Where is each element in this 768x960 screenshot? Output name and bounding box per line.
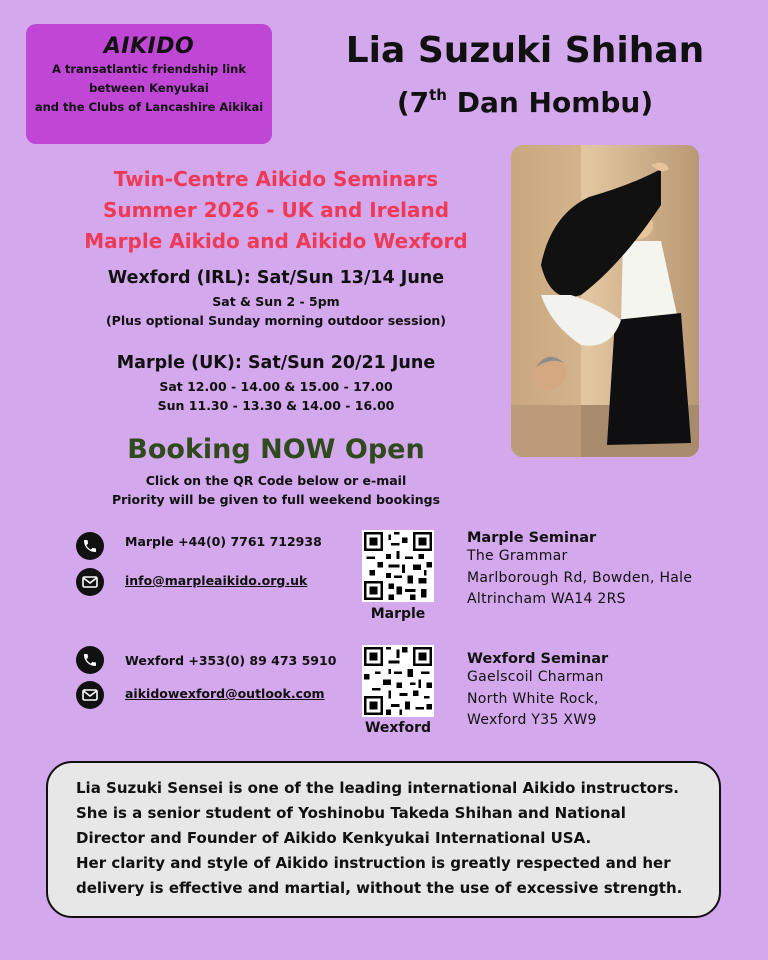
bio-line-5: delivery is effective and martial, without the use of excessive strength. (76, 879, 683, 897)
wexford-venue (467, 651, 608, 732)
marple-phone[interactable]: Marple +44(0) 7761 712938 (125, 534, 322, 549)
bio-line-4: Her clarity and style of Aikido instruction is greatly respected and her (76, 854, 671, 872)
marple-schedule-sun: Sun 11.30 - 13.30 & 14.00 - 16.00 (157, 398, 395, 413)
page-subtitle (290, 86, 760, 119)
subtitle-open: (7 (396, 86, 430, 119)
bio-line-3: Director and Founder of Aikido Kenkyukai International USA. (76, 829, 592, 847)
bio-line-2: She is a senior student of Yoshinobu Takeda Shihan and National (76, 804, 626, 822)
subtitle-sup: th (429, 86, 447, 104)
seminar-line-2: Summer 2026 - UK and Ireland (102, 198, 450, 222)
marple-venue-line-3: Altrincham WA14 2RS (467, 591, 626, 607)
wexford-schedule (56, 268, 496, 330)
page-title: Lia Suzuki Shihan (345, 30, 705, 71)
marple-venue (467, 530, 692, 611)
marple-qr-code[interactable] (362, 530, 434, 602)
seminar-line-3: Marple Aikido and Aikido Wexford (84, 229, 468, 253)
banner-line-3: and the Clubs of Lancashire Aikikai (34, 100, 264, 114)
wexford-venue-line-3: Wexford Y35 XW9 (467, 712, 597, 728)
envelope-icon (76, 681, 104, 709)
wexford-venue-title: Wexford Seminar (467, 651, 609, 667)
marple-schedule (56, 353, 496, 415)
wexford-phone[interactable]: Wexford +353(0) 89 473 5910 (125, 653, 337, 668)
wexford-venue-line-2: North White Rock, (467, 690, 599, 707)
banner-line-1: A transatlantic friendship link (51, 62, 247, 76)
seminar-heading (56, 164, 496, 257)
wexford-schedule-times: Sat & Sun 2 - 5pm (212, 294, 340, 309)
booking-title: Booking NOW Open (127, 434, 425, 465)
wexford-qr-code[interactable] (362, 645, 434, 717)
phone-icon (76, 532, 104, 560)
aikido-banner (26, 24, 272, 144)
bio-box (46, 761, 721, 918)
marple-venue-line-1: The Grammar (467, 548, 568, 564)
phone-icon (76, 646, 104, 674)
banner-title: AIKIDO (103, 34, 195, 59)
marple-qr-label: Marple (370, 606, 426, 622)
wexford-qr-label: Wexford (364, 720, 432, 736)
aikido-photo (511, 145, 699, 457)
seminar-line-1: Twin-Centre Aikido Seminars (113, 167, 439, 191)
marple-schedule-heading: Marple (UK): Sat/Sun 20/21 June (116, 353, 436, 373)
envelope-icon (76, 568, 104, 596)
marple-venue-title: Marple Seminar (467, 530, 597, 546)
subtitle-rest: Dan Hombu) (446, 86, 654, 119)
wexford-venue-line-1: Gaelscoil Charman (467, 669, 604, 685)
wexford-email-link[interactable]: aikidowexford@outlook.com (125, 686, 325, 701)
wexford-schedule-note: (Plus optional Sunday morning outdoor session) (105, 313, 447, 328)
booking-line-1: Click on the QR Code below or e-mail (145, 473, 407, 488)
marple-email-link[interactable]: info@marpleaikido.org.uk (125, 573, 308, 588)
bio-line-1: Lia Suzuki Sensei is one of the leading international Aikido instructors. (76, 779, 679, 797)
marple-venue-line-2: Marlborough Rd, Bowden, Hale (467, 569, 693, 586)
banner-line-2: between Kenyukai (89, 81, 209, 95)
wexford-schedule-heading: Wexford (IRL): Sat/Sun 13/14 June (107, 268, 445, 288)
marple-schedule-sat: Sat 12.00 - 14.00 & 15.00 - 17.00 (159, 379, 393, 394)
booking-line-2: Priority will be given to full weekend bookings (111, 492, 441, 507)
